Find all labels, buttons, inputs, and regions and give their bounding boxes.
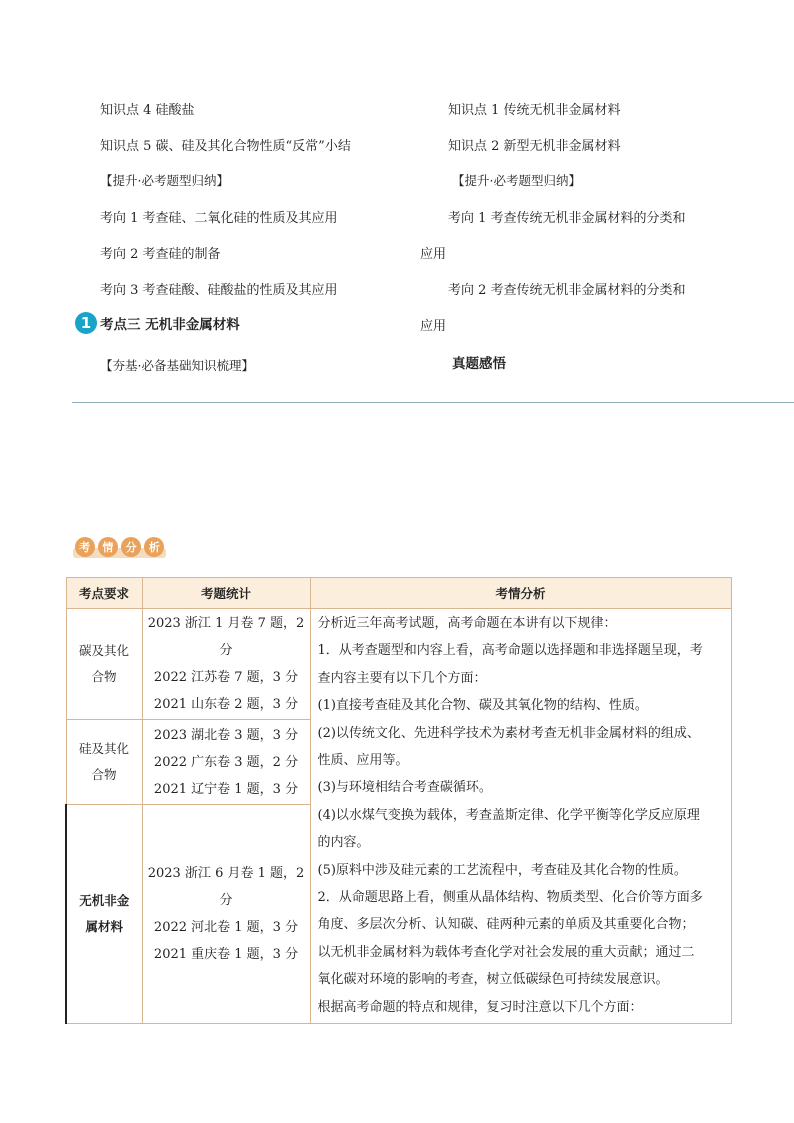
analysis-line: 的内容。 (317, 835, 370, 851)
toc-right-item-2[interactable]: 知识点 2 新型无机非金属材料 (448, 139, 621, 154)
toc-left-item-4[interactable]: 考向 1 考查硅、二氧化硅的性质及其应用 (100, 211, 338, 226)
analysis-line: 1．从考查题型和内容上看，高考命题以选择题和非选择题呈现，考 (317, 643, 703, 659)
stat-line: 2021 辽宁卷 1 题，3 分 (153, 781, 299, 797)
section-tag-kaoqing (73, 533, 166, 561)
stat-line: 2021 重庆卷 1 题，3 分 (153, 947, 299, 963)
analysis-line: 根据高考命题的特点和规律，复习时注意以下几个方面： (317, 999, 643, 1015)
header-stats: 考题统计 (142, 578, 310, 609)
toc-right-item-3[interactable]: 【提升·必考题型归纳】 (452, 173, 581, 188)
toc-right-item-5[interactable]: 考向 2 考查传统无机非金属材料的分类和 (448, 283, 686, 298)
analysis-line: (1)直接考查硅及其化合物、碳及其氧化物的结构、性质。 (317, 698, 648, 714)
stat-line: 2022 河北卷 1 题，3 分 (153, 920, 299, 936)
stat-line: 分 (219, 643, 233, 659)
toc-left-item-1[interactable]: 知识点 4 硅酸盐 (100, 103, 195, 118)
stats-cell (142, 720, 310, 805)
number-badge-icon: 1 (75, 312, 97, 334)
requirement-cell (66, 609, 142, 720)
analysis-line: 查内容主要有以下几个方面： (317, 670, 487, 686)
stat-line: 2023 浙江 1 月卷 7 题，2 (147, 616, 305, 632)
requirement-line: 碳及其化 (78, 643, 129, 659)
stat-line: 2021 山东卷 2 题，3 分 (153, 697, 299, 713)
stat-line: 2023 湖北卷 3 题，3 分 (153, 727, 299, 743)
section-tag-char: 情 (98, 537, 118, 557)
stat-line: 2022 广东卷 3 题，2 分 (153, 754, 299, 770)
analysis-line: 2．从命题思路上看，侧重从晶体结构、物质类型、化合价等方面多 (317, 890, 703, 906)
toc-right-item-1[interactable]: 知识点 1 传统无机非金属材料 (448, 103, 621, 118)
toc-right-item-5-cont[interactable]: 应用 (420, 319, 447, 334)
requirement-line: 硅及其化 (78, 741, 129, 757)
kaodian3-title: 考点三 无机非金属材料 (100, 317, 240, 333)
requirement-line: 合物 (91, 669, 117, 685)
stats-cell (142, 609, 310, 720)
toc-right-item-4-cont[interactable]: 应用 (420, 247, 447, 262)
stat-line: 分 (219, 893, 233, 909)
requirement-cell (66, 805, 142, 1024)
analysis-line: (3)与环境相结合考查碳循环。 (317, 780, 492, 796)
analysis-line: 性质、应用等。 (317, 753, 409, 769)
table-header-row (66, 578, 731, 609)
requirement-line: 属材料 (85, 919, 123, 935)
analysis-line: 分析近三年高考试题，高考命题在本讲有以下规律： (317, 616, 617, 631)
toc-kaodian3[interactable] (75, 312, 240, 334)
analysis-line: (2)以传统文化、先进科学技术为素材考查无机非金属材料的组成、 (317, 725, 700, 741)
header-requirement: 考点要求 (66, 578, 142, 609)
kaoqing-table (65, 577, 732, 1024)
analysis-line: 角度、多层次分析、认知碳、硅两种元素的单质及其重要化合物； (317, 917, 695, 933)
analysis-line: (5)原料中涉及硅元素的工艺流程中，考查硅及其化合物的性质。 (317, 862, 687, 878)
analysis-cell (310, 609, 731, 1024)
stats-cell (142, 805, 310, 1024)
toc-left-item-6[interactable]: 考向 3 考查硅酸、硅酸盐的性质及其应用 (100, 283, 338, 298)
toc-zhenti[interactable]: 真题感悟 (452, 356, 506, 372)
section-tag-char: 分 (121, 537, 141, 557)
toc-left-item-5[interactable]: 考向 2 考查硅的制备 (100, 247, 221, 262)
stat-line: 2022 江苏卷 7 题，3 分 (153, 670, 299, 686)
toc-right-item-4[interactable]: 考向 1 考查传统无机非金属材料的分类和 (448, 211, 686, 226)
requirement-line: 无机非金 (79, 893, 130, 909)
section-tag-char: 考 (75, 537, 95, 557)
table-row (66, 609, 731, 720)
analysis-line: (4)以水煤气变换为载体，考查盖斯定律、化学平衡等化学反应原理 (317, 807, 700, 823)
toc-left-item-8[interactable]: 【夯基·必备基础知识梳理】 (100, 358, 254, 373)
analysis-line: 以无机非金属材料为载体考查化学对社会发展的重大贡献；通过二 (317, 944, 695, 960)
header-analysis: 考情分析 (310, 578, 731, 609)
section-tag-char: 析 (144, 537, 164, 557)
toc-left-item-2[interactable]: 知识点 5 碳、硅及其化合物性质“反常”小结 (100, 139, 351, 154)
analysis-line: 氧化碳对环境的影响的考查，树立低碳绿色可持续发展意识。 (317, 972, 669, 988)
toc-left-item-3[interactable]: 【提升·必考题型归纳】 (100, 173, 229, 188)
requirement-cell (66, 720, 142, 805)
toc-divider (72, 402, 794, 403)
requirement-line: 合物 (91, 767, 117, 783)
stat-line: 2023 浙江 6 月卷 1 题，2 (147, 866, 305, 882)
